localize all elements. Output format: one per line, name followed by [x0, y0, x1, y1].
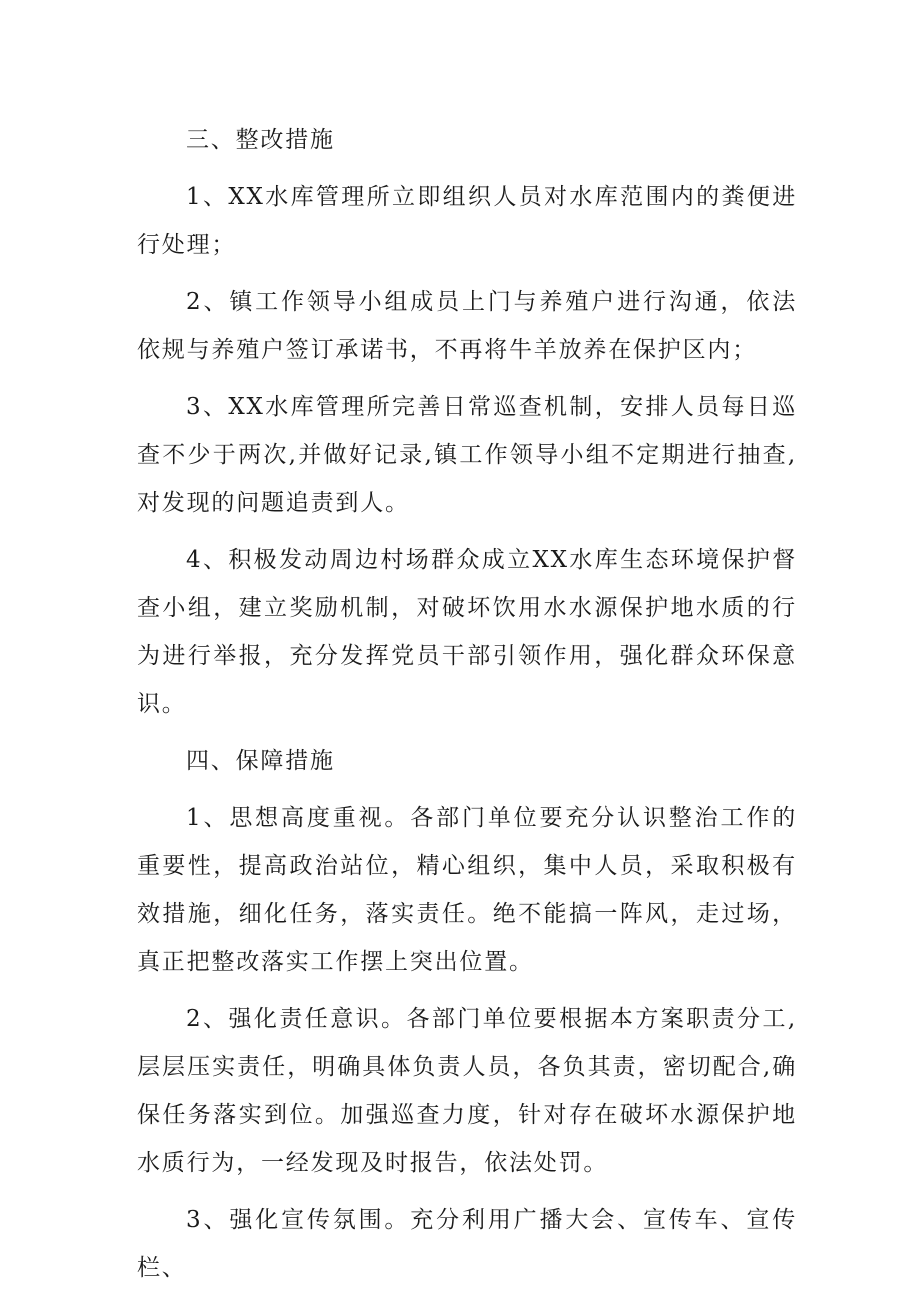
rectification-item-1: 1、XX水库管理所立即组织人员对水库范围内的粪便进行处理； [137, 184, 797, 258]
guarantee-item-2: 2、强化责任意识。各部门单位要根据本方案职责分工,层层压实责任，明确具体负责人员，各负其责，密切配合,确保任务落实到位。加强巡查力度，针对存在破坏水源保护地水质行为，一经发现及时报告，依法处罚。 [137, 1006, 797, 1176]
guarantee-item-3: 3、强化宣传氛围。充分利用广播大会、宣传车、宣传栏、 [137, 1207, 797, 1281]
rectification-item-2: 2、镇工作领导小组成员上门与养殖户进行沟通，依法依规与养殖户签订承诺书，不再将牛羊放养在保护区内； [137, 289, 797, 363]
section-heading-rectification-measures: 三、整改措施 [186, 127, 335, 153]
rectification-item-4: 4、积极发动周边村场群众成立XX水库生态环境保护督查小组，建立奖励机制，对破坏饮用水水源保护地水质的行为进行举报，充分发挥党员干部引领作用，强化群众环保意识。 [137, 547, 797, 717]
section-heading-guarantee-measures: 四、保障措施 [186, 748, 335, 774]
document-body [137, 116, 797, 1301]
rectification-item-3: 3、XX水库管理所完善日常巡查机制，安排人员每日巡查不少于两次,并做好记录,镇工作领导小组不定期进行抽查,对发现的问题追责到人。 [137, 394, 797, 516]
guarantee-item-1: 1、思想高度重视。各部门单位要充分认识整治工作的重要性，提高政治站位，精心组织，集中人员，采取积极有效措施，细化任务，落实责任。绝不能搞一阵风，走过场，真正把整改落实工作摆上突出位置。 [137, 805, 797, 975]
